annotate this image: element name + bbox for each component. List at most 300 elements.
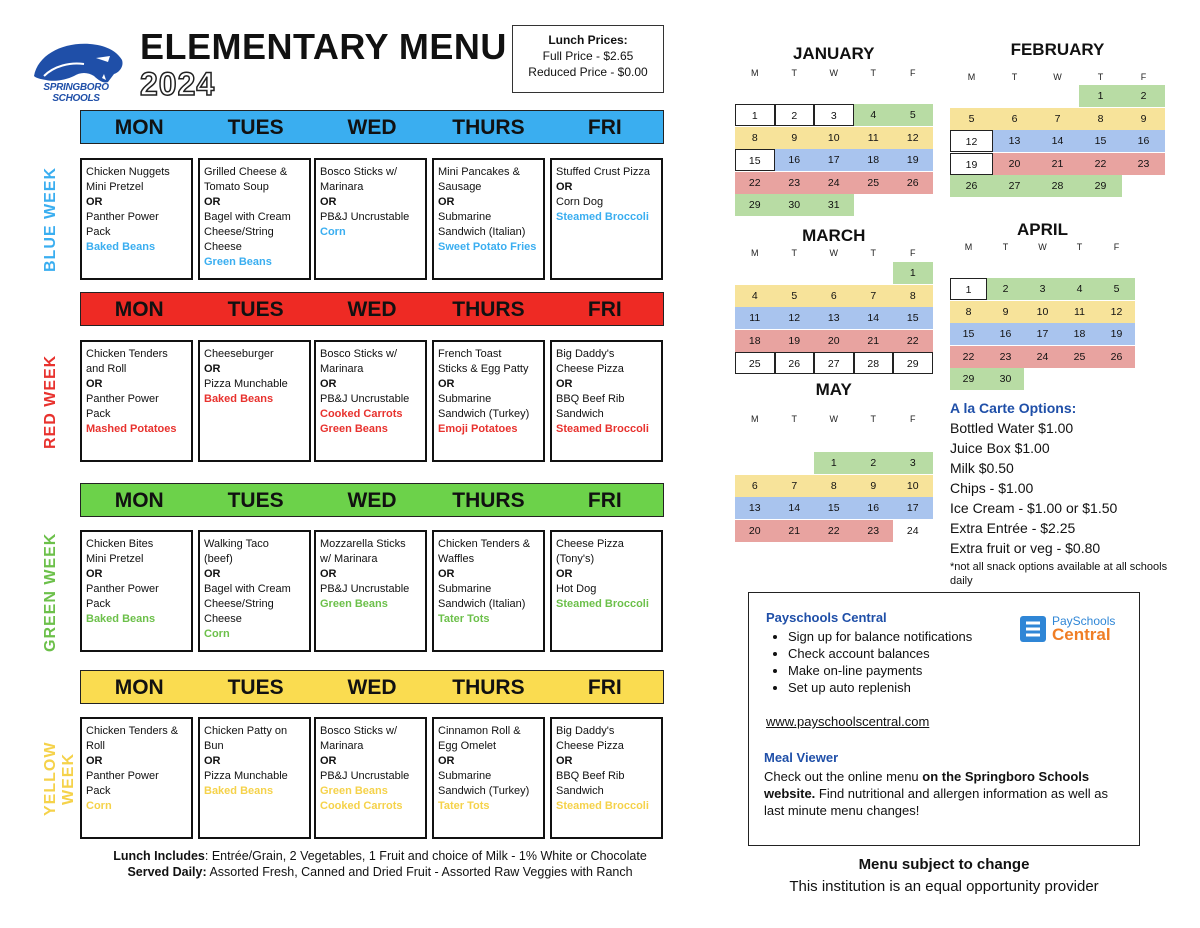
calendar-day — [814, 262, 854, 284]
entree-line: Stuffed Crust Pizza — [556, 166, 650, 178]
calendar-week-row — [735, 497, 933, 519]
calendar-day: 18 — [1061, 323, 1098, 345]
calendar-day: 29 — [950, 368, 987, 390]
calendar-week-row — [735, 352, 933, 374]
meal-viewer-text-b: Find nutritional and allergen information as well as last minute menu changes! — [764, 786, 1108, 818]
alternate-line: Sandwich (Turkey) — [438, 408, 530, 420]
calendar-day: 19 — [893, 149, 933, 171]
calendar-day: 22 — [1079, 153, 1122, 175]
or-label: OR — [320, 568, 337, 580]
calendar-day: 8 — [893, 285, 933, 307]
entree-line: Cheese Pizza — [556, 363, 624, 375]
calendar-day: 15 — [735, 149, 775, 171]
entree-line: Big Daddy's — [556, 348, 615, 360]
vegetable-line: Tater Tots — [438, 800, 490, 812]
week-label: GREEN WEEK — [42, 532, 59, 652]
alternate-line: Panther Power — [86, 393, 159, 405]
menu-cell — [432, 340, 545, 462]
entree-line: Tomato Soup — [204, 181, 269, 193]
or-label: OR — [438, 755, 455, 767]
alternate-line: Bagel with Cream — [204, 583, 291, 595]
calendar-day: 30 — [775, 194, 815, 216]
weekday-letter: F — [1113, 242, 1120, 252]
entree-line: (beef) — [204, 553, 233, 565]
calendar-day: 26 — [775, 352, 815, 374]
day-label: FRI — [587, 676, 622, 699]
calendar-day: 9 — [1122, 108, 1165, 130]
calendar-week-row — [735, 194, 933, 216]
calendar-week-row — [950, 368, 1135, 390]
calendar-day: 3 — [814, 104, 854, 126]
calendar-day: 10 — [893, 475, 933, 497]
weekday-letter: T — [1002, 242, 1009, 252]
alternate-line: BBQ Beef Rib — [556, 770, 625, 782]
weekday-letter: T — [1011, 72, 1018, 82]
entree-line: Mini Pretzel — [86, 181, 144, 193]
lunch-prices-heading: Lunch Prices: — [548, 33, 628, 47]
weekday-letter: W — [1053, 72, 1062, 82]
vegetable-line: Baked Beans — [86, 613, 156, 625]
calendar-day: 28 — [854, 352, 894, 374]
calendar-week-row — [950, 323, 1135, 345]
alternate-line: BBQ Beef Rib — [556, 393, 625, 405]
alternate-line: Cheese — [204, 613, 242, 625]
menu-cell — [550, 340, 663, 462]
calendar-day: 9 — [987, 301, 1024, 323]
calendar-day: 4 — [735, 285, 775, 307]
vegetable-line: Corn — [204, 628, 230, 640]
payschools-item: • Check account balances — [788, 645, 972, 662]
day-label: THURS — [452, 489, 525, 512]
calendar-day: 19 — [950, 153, 993, 175]
alacarte-note: *not all snack options available at all schools daily — [950, 561, 1168, 587]
weekday-letter: F — [910, 68, 916, 78]
day-label: WED — [347, 298, 397, 321]
weekday-letter: W — [1038, 242, 1047, 252]
alternate-line: PB&J Uncrustable — [320, 583, 410, 595]
calendar-day: 29 — [893, 352, 933, 374]
calendar-week-row — [950, 108, 1165, 130]
month-title: APRIL — [1017, 220, 1068, 239]
or-label: OR — [86, 378, 103, 390]
weekday-letter: T — [870, 68, 876, 78]
payschools-list — [770, 628, 972, 696]
calendar-day: 8 — [950, 301, 987, 323]
entree-line: Chicken Nuggets — [86, 166, 170, 178]
calendar-day: 22 — [814, 520, 854, 542]
day-label: WED — [347, 116, 397, 139]
or-label: OR — [320, 196, 337, 208]
weekday-letter: M — [751, 414, 759, 424]
day-label: FRI — [587, 489, 622, 512]
calendar-day — [854, 262, 894, 284]
weekday-letter: W — [829, 248, 838, 258]
lunch-prices-box — [512, 25, 664, 93]
calendar-day: 25 — [1061, 346, 1098, 368]
vegetable-line: Baked Beans — [204, 785, 274, 797]
calendar-day: 14 — [854, 307, 894, 329]
calendar-day: 21 — [775, 520, 815, 542]
calendar-week-row — [735, 307, 933, 329]
calendar-week-row — [950, 346, 1135, 368]
alternate-line: Sandwich — [556, 785, 604, 797]
or-label: OR — [86, 755, 103, 767]
week-label: YELLOW WEEK — [42, 741, 77, 817]
alacarte-item: Ice Cream - $1.00 or $1.50 — [950, 500, 1118, 516]
day-header-band — [80, 292, 664, 326]
calendar-day: 24 — [814, 172, 854, 194]
calendar-day: 21 — [854, 330, 894, 352]
vegetable-line: Corn — [320, 226, 346, 238]
lunch-includes-text: : Entrée/Grain, 2 Vegetables, 1 Fruit and choice of Milk - 1% White or Chocolate — [204, 849, 647, 863]
calendar-day: 31 — [814, 194, 854, 216]
entree-line: French Toast — [438, 348, 502, 360]
or-label: OR — [556, 755, 573, 767]
month-title: MARCH — [802, 226, 866, 245]
alacarte-item: Milk $0.50 — [950, 460, 1014, 476]
calendar-day: 12 — [893, 127, 933, 149]
calendar-day: 5 — [775, 285, 815, 307]
calendar-day: 22 — [735, 172, 775, 194]
meal-viewer-text-a: Check out the online menu — [764, 769, 923, 784]
vegetable-line: Cooked Carrots — [320, 800, 403, 812]
or-label: OR — [438, 196, 455, 208]
weekday-letter: F — [910, 248, 916, 258]
weekday-letter: T — [870, 248, 876, 258]
served-daily-text: Assorted Fresh, Canned and Dried Fruit - Assorted Raw Veggies with Ranch — [206, 865, 633, 879]
calendar-day: 16 — [775, 149, 815, 171]
calendar-day — [950, 85, 993, 107]
day-header-band — [80, 670, 664, 704]
calendar-day — [1098, 368, 1135, 390]
calendar-day: 24 — [1024, 346, 1061, 368]
vegetable-line: Emoji Potatoes — [438, 423, 518, 435]
day-label: TUES — [227, 676, 284, 699]
day-label: MON — [114, 116, 164, 139]
entree-line: Cheeseburger — [204, 348, 274, 360]
calendar-day: 8 — [735, 127, 775, 149]
payschools-title: Payschools Central — [766, 610, 887, 625]
calendar-day: 27 — [814, 352, 854, 374]
calendar-day: 29 — [1079, 175, 1122, 197]
alternate-line: Cheese/String — [204, 226, 274, 238]
calendar-day: 20 — [735, 520, 775, 542]
calendar-day: 15 — [814, 497, 854, 519]
calendar-day: 19 — [775, 330, 815, 352]
weekday-header — [735, 68, 933, 78]
vegetable-line: Sweet Potato Fries — [438, 241, 537, 253]
meal-viewer-text — [764, 768, 1128, 819]
day-label: THURS — [452, 676, 525, 699]
calendar-day: 18 — [735, 330, 775, 352]
day-label: THURS — [452, 298, 525, 321]
day-label: MON — [114, 298, 164, 321]
menu-cell — [198, 158, 311, 280]
calendar-day: 17 — [893, 497, 933, 519]
calendar-day: 27 — [993, 175, 1036, 197]
calendar-day: 30 — [987, 368, 1024, 390]
alternate-line: Panther Power — [86, 770, 159, 782]
entree-line: Chicken Tenders — [86, 348, 168, 360]
calendar-day: 10 — [1024, 301, 1061, 323]
weekday-letter: T — [1076, 242, 1083, 252]
entree-line: Grilled Cheese & — [204, 166, 288, 178]
calendar-day: 11 — [735, 307, 775, 329]
or-label: OR — [320, 378, 337, 390]
entree-line: Marinara — [320, 181, 364, 193]
week-label: RED WEEK — [42, 354, 59, 450]
weekday-letter: T — [791, 248, 797, 258]
calendar-week-row — [950, 301, 1135, 323]
weekday-header — [950, 242, 1135, 252]
calendar-day: 7 — [854, 285, 894, 307]
entree-line: Mini Pancakes & — [438, 166, 520, 178]
payschools-item: • Sign up for balance notifications — [788, 628, 972, 645]
calendar-day: 25 — [854, 172, 894, 194]
month-title: JANUARY — [792, 44, 875, 63]
weekday-letter: M — [967, 72, 976, 82]
vegetable-line: Green Beans — [320, 423, 388, 435]
alternate-line: Pack — [86, 785, 111, 797]
calendar-day: 1 — [814, 452, 854, 474]
or-label: OR — [320, 755, 337, 767]
or-label: OR — [438, 568, 455, 580]
calendar-day: 14 — [775, 497, 815, 519]
calendar-day — [993, 85, 1036, 107]
entree-line: Cinnamon Roll & — [438, 725, 521, 737]
calendar-week-row — [950, 130, 1165, 152]
entree-line: Bun — [204, 740, 224, 752]
entree-line: Waffles — [438, 553, 475, 565]
meal-viewer-text-bold: on the Springboro Schools website. — [764, 769, 1090, 801]
calendar-day — [1036, 85, 1079, 107]
or-label: OR — [204, 755, 221, 767]
day-label: TUES — [227, 298, 284, 321]
calendar-day: 7 — [775, 475, 815, 497]
alternate-line: Sandwich — [556, 408, 604, 420]
calendar-day: 1 — [950, 278, 987, 300]
calendar-day: 22 — [950, 346, 987, 368]
day-label: FRI — [587, 298, 622, 321]
calendar-day: 5 — [950, 108, 993, 130]
week-label: BLUE WEEK — [42, 167, 59, 273]
lunch-includes — [80, 848, 680, 880]
payschools-logo-icon — [1018, 614, 1048, 644]
alternate-line: Sandwich (Italian) — [438, 226, 526, 238]
day-label: WED — [347, 489, 397, 512]
alternate-line: Pack — [86, 226, 111, 238]
calendar-day: 11 — [854, 127, 894, 149]
calendar-day: 26 — [1098, 346, 1135, 368]
calendar-day: 14 — [1036, 130, 1079, 152]
calendar-day: 20 — [993, 153, 1036, 175]
weekday-letter: T — [791, 68, 797, 78]
calendar-day: 28 — [1036, 175, 1079, 197]
or-label: OR — [86, 568, 103, 580]
menu-cell — [80, 158, 193, 280]
calendar-day: 29 — [735, 194, 775, 216]
equal-opportunity-note: This institution is an equal opportunity provider — [789, 878, 1099, 895]
calendar-week-row — [735, 475, 933, 497]
weekday-letter: T — [791, 414, 797, 424]
entree-line: (Tony's) — [556, 553, 595, 565]
vegetable-line: Steamed Broccoli — [556, 800, 649, 812]
day-label: MON — [114, 676, 164, 699]
alternate-line: Submarine — [438, 393, 492, 405]
day-label: FRI — [587, 116, 622, 139]
vegetable-line: Tater Tots — [438, 613, 490, 625]
alacarte-item: Bottled Water $1.00 — [950, 420, 1074, 436]
weekday-letter: M — [751, 68, 759, 78]
alternate-line: Submarine — [438, 583, 492, 595]
calendar-day: 15 — [1079, 130, 1122, 152]
calendar-week-row — [950, 278, 1135, 300]
calendar-week-row — [735, 172, 933, 194]
calendar-day: 26 — [950, 175, 993, 197]
entree-line: and Roll — [86, 363, 127, 375]
alternate-line: Submarine — [438, 770, 492, 782]
entree-line: Bosco Sticks w/ — [320, 725, 398, 737]
entree-line: Chicken Tenders & — [86, 725, 179, 737]
calendar-week-row — [950, 175, 1165, 197]
calendar-day: 23 — [1122, 153, 1165, 175]
weekday-letter: T — [870, 414, 876, 424]
entree-line: w/ Marinara — [320, 553, 378, 565]
calendar-day: 13 — [735, 497, 775, 519]
vegetable-line: Steamed Broccoli — [556, 598, 649, 610]
calendar-week-row — [735, 330, 933, 352]
alternate-line: PB&J Uncrustable — [320, 211, 410, 223]
alternate-line: Pack — [86, 408, 111, 420]
calendar-day: 1 — [735, 104, 775, 126]
menu-cell — [80, 340, 193, 462]
day-label: THURS — [452, 116, 525, 139]
calendar-day: 3 — [1024, 278, 1061, 300]
or-label: OR — [86, 196, 103, 208]
calendar-day: 23 — [775, 172, 815, 194]
calendar-day: 24 — [906, 524, 919, 537]
calendar-day: 18 — [854, 149, 894, 171]
entree-line: Egg Omelet — [438, 740, 497, 752]
calendar-day: 16 — [987, 323, 1024, 345]
calendar-day: 1 — [893, 262, 933, 284]
or-label: OR — [204, 196, 221, 208]
weekday-letter: F — [910, 414, 916, 424]
calendar-day — [1024, 368, 1061, 390]
vegetable-line: Green Beans — [320, 785, 388, 797]
served-daily-label: Served Daily: — [127, 865, 207, 879]
vegetable-line: Baked Beans — [204, 393, 274, 405]
entree-line: Bosco Sticks w/ — [320, 166, 398, 178]
calendar-day: 13 — [993, 130, 1036, 152]
entree-line: Bosco Sticks w/ — [320, 348, 398, 360]
menu-cell — [550, 530, 663, 652]
calendar-day: 15 — [893, 307, 933, 329]
weekday-letter: W — [829, 68, 838, 78]
calendar-day: 6 — [735, 475, 775, 497]
alternate-line: Submarine — [438, 211, 492, 223]
calendar-day: 12 — [775, 307, 815, 329]
vegetable-line: Steamed Broccoli — [556, 423, 649, 435]
month-title: MAY — [815, 380, 852, 399]
entree-line: Mini Pretzel — [86, 553, 144, 565]
or-label: OR — [556, 378, 573, 390]
entree-line: Cheese Pizza — [556, 740, 624, 752]
alacarte-item: Juice Box $1.00 — [950, 440, 1050, 456]
menu-cell — [198, 717, 311, 839]
logo-text: SPRINGBORO SCHOOLS — [43, 82, 109, 104]
weekday-header — [950, 72, 1165, 82]
alternate-line: Pizza Munchable — [204, 770, 288, 782]
calendar-day: 6 — [814, 285, 854, 307]
or-label: OR — [438, 378, 455, 390]
calendar-day: 25 — [735, 352, 775, 374]
entree-line: Walking Taco — [204, 538, 269, 550]
calendar-week-row — [735, 285, 933, 307]
calendar-week-row — [735, 149, 933, 171]
calendar-day — [1122, 175, 1165, 197]
day-label: WED — [347, 676, 397, 699]
weekday-header — [735, 414, 933, 424]
entree-line: Sticks & Egg Patty — [438, 363, 529, 375]
calendar-day — [775, 452, 815, 474]
calendar-day: 21 — [1036, 153, 1079, 175]
alternate-line: Panther Power — [86, 583, 159, 595]
calendar-day: 23 — [987, 346, 1024, 368]
entree-line: Mozzarella Sticks — [320, 538, 406, 550]
menu-cell — [198, 340, 311, 462]
vegetable-line: Green Beans — [204, 256, 272, 268]
payschools-link[interactable]: www.payschoolscentral.com — [766, 714, 930, 729]
calendar-week-row — [950, 153, 1165, 175]
calendar-day: 12 — [950, 130, 993, 152]
menu-cell — [198, 530, 311, 652]
menu-year: 2024 — [140, 66, 216, 102]
entree-line: Sausage — [438, 181, 482, 193]
full-price: Full Price - $2.65 — [542, 49, 634, 63]
calendar-week-row — [735, 452, 933, 474]
alternate-line: Bagel with Cream — [204, 211, 291, 223]
calendar-day — [735, 452, 775, 474]
entree-line: Cheese Pizza — [556, 538, 624, 550]
menu-subject-note: Menu subject to change — [858, 856, 1030, 873]
calendar-day: 8 — [1079, 108, 1122, 130]
weekday-letter: M — [751, 248, 759, 258]
calendar-day: 11 — [1061, 301, 1098, 323]
calendar-day: 9 — [854, 475, 894, 497]
day-label: MON — [114, 489, 164, 512]
calendar-week-row — [735, 262, 933, 284]
weekday-header — [735, 248, 933, 258]
calendar-week-row — [950, 85, 1165, 107]
payschools-logo-central: Central — [1052, 625, 1111, 644]
day-header-band — [80, 483, 664, 517]
calendar-day: 12 — [1098, 301, 1135, 323]
alacarte-item: Extra Entrée - $2.25 — [950, 520, 1076, 536]
calendar-week-row — [735, 520, 933, 542]
or-label: OR — [204, 363, 221, 375]
calendar-day: 20 — [814, 330, 854, 352]
vegetable-line: Mashed Potatoes — [86, 423, 177, 435]
alacarte-options — [950, 398, 1190, 588]
calendar-day: 6 — [993, 108, 1036, 130]
calendar-day: 22 — [893, 330, 933, 352]
menu-cell — [314, 530, 427, 652]
calendar-day — [854, 194, 894, 216]
entree-line: Roll — [86, 740, 105, 752]
alacarte-item: Extra fruit or veg - $0.80 — [950, 540, 1101, 556]
alternate-line: Hot Dog — [556, 583, 597, 595]
